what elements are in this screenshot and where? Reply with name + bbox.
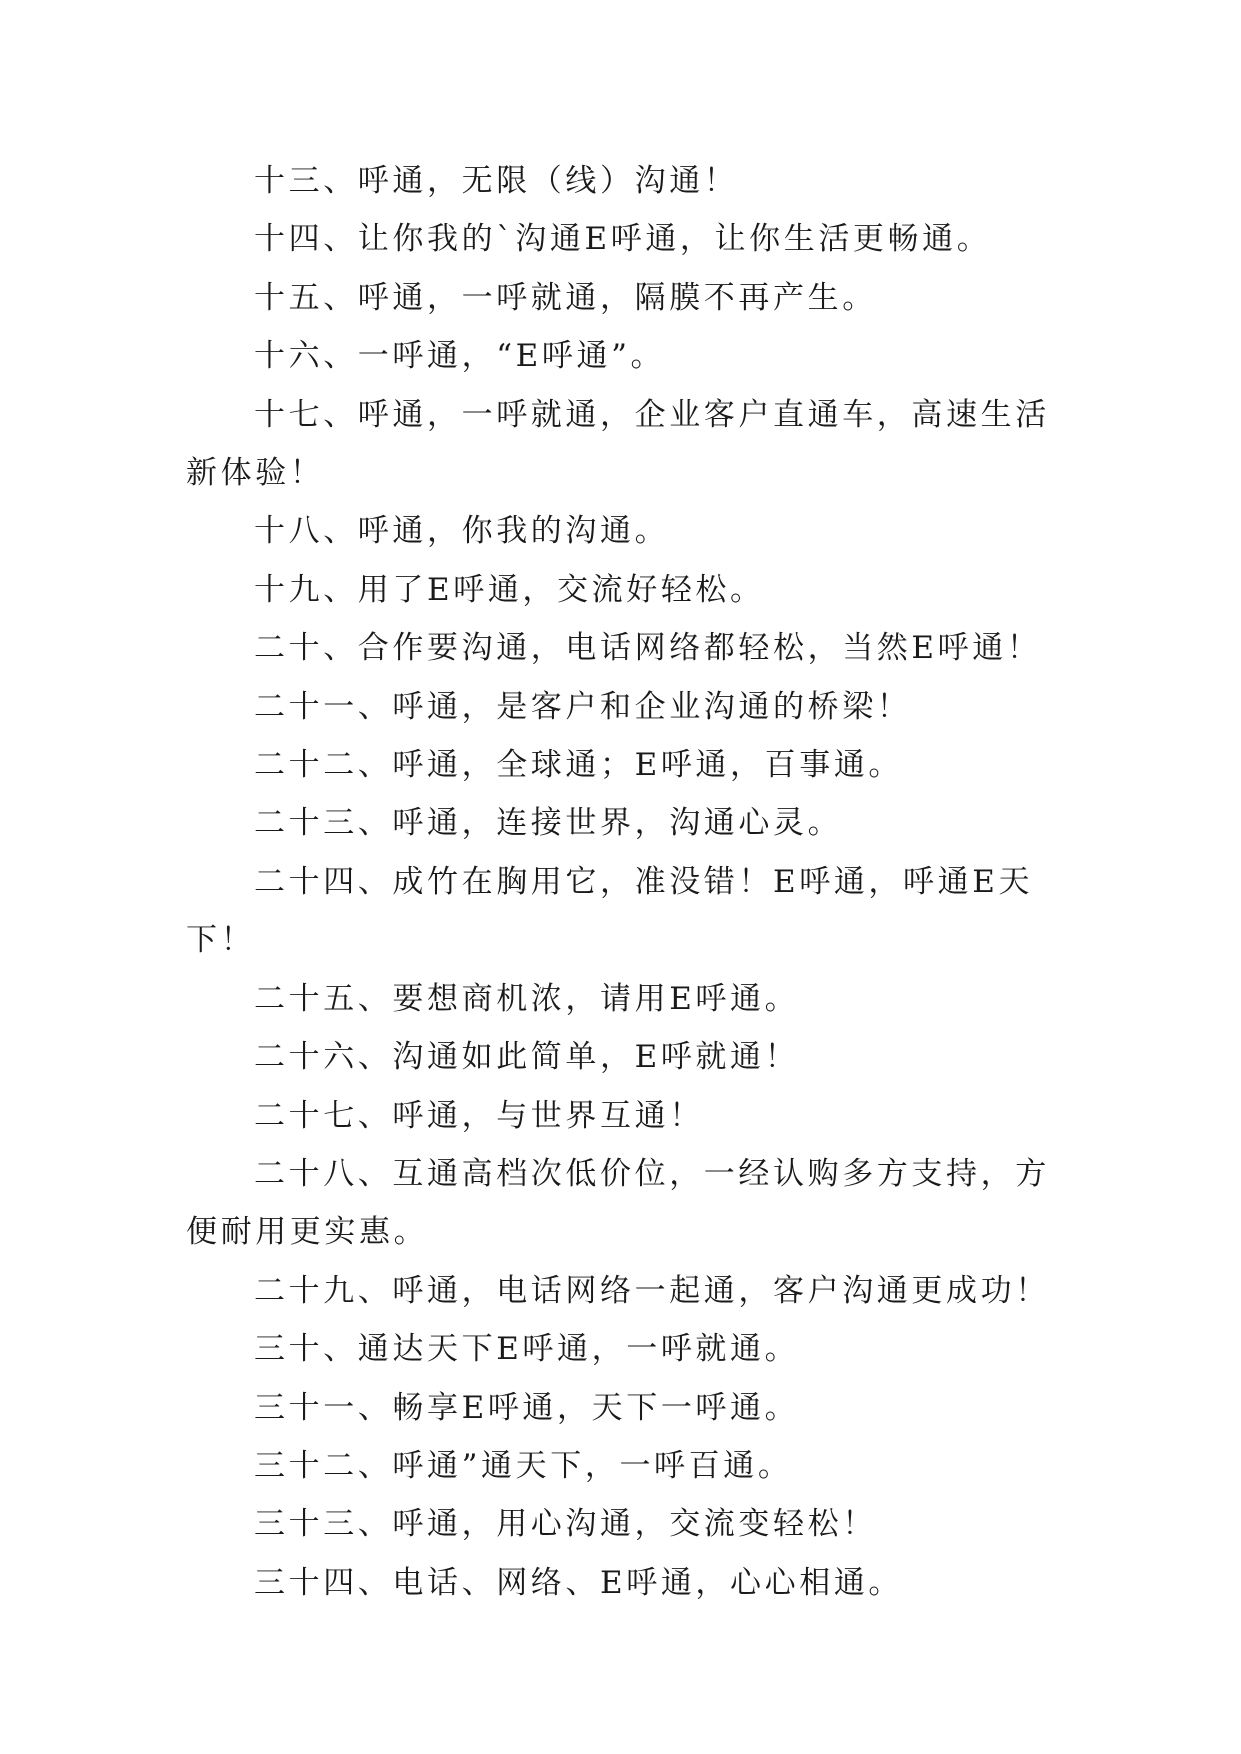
paragraph: 三十四、电话、网络、E呼通，心心相通。	[254, 1564, 904, 1601]
paragraph: 二十四、成竹在胸用它，准没错！E呼通，呼通E天下！	[186, 863, 1034, 959]
paragraph: 十三、呼通，无限（线）沟通！	[254, 163, 739, 199]
paragraph: 二十、合作要沟通，电话网络都轻松，当然E呼通！	[254, 630, 1042, 667]
paragraph: 三十、通达天下E呼通，一呼就通。	[254, 1331, 800, 1368]
paragraph: 十五、呼通，一呼就通，隔膜不再产生。	[254, 279, 877, 316]
paragraph: 二十八、互通高档次低价位，一经认购多方支持，方便耐用更实惠。	[186, 1155, 1050, 1251]
paragraph: 二十六、沟通如此简单，E呼就通！	[254, 1039, 800, 1076]
paragraph: 二十二、呼通，全球通；E呼通，百事通。	[254, 747, 904, 784]
document-body	[186, 152, 1056, 1612]
paragraph: 二十五、要想商机浓，请用E呼通。	[254, 980, 800, 1017]
paragraph: 二十一、呼通，是客户和企业沟通的桥梁！	[254, 688, 912, 725]
paragraph: 十九、用了E呼通，交流好轻松。	[254, 571, 765, 608]
paragraph: 二十三、呼通，连接世界，沟通心灵。	[254, 805, 843, 842]
paragraph: 二十九、呼通，电话网络一起通，客户沟通更成功！	[254, 1272, 1050, 1309]
paragraph: 十八、呼通，你我的沟通。	[254, 513, 670, 550]
paragraph: 十七、呼通，一呼就通，企业客户直通车，高速生活新体验！	[186, 396, 1050, 492]
paragraph: 三十一、畅享E呼通，天下一呼通。	[254, 1389, 800, 1426]
paragraph: 十六、一呼通，“E呼通”。	[254, 338, 666, 375]
paragraph: 二十七、呼通，与世界互通！	[254, 1097, 704, 1134]
paragraph: 三十二、呼通”通天下，一呼百通。	[254, 1447, 793, 1484]
paragraph: 三十三、呼通，用心沟通，交流变轻松！	[254, 1506, 877, 1543]
paragraph: 十四、让你我的`沟通E呼通，让你生活更畅通。	[254, 221, 992, 258]
